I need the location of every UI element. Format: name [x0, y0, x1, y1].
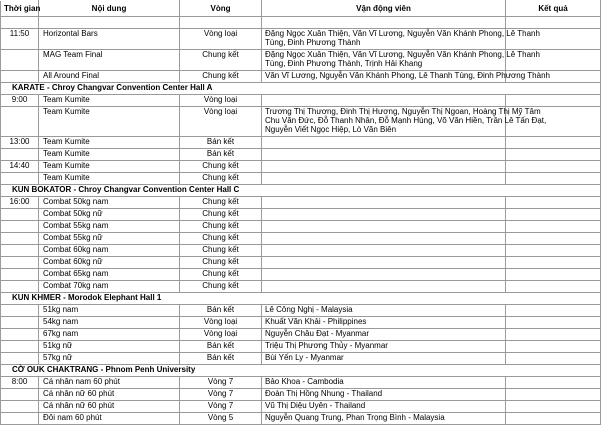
table-row [1, 209, 601, 221]
event-cell: Combat 50kg nam [39, 197, 180, 209]
athletes-cell [262, 305, 506, 317]
table-row [1, 317, 601, 329]
athletes-cell [262, 401, 506, 413]
athlete-line: Đặng Ngọc Xuân Thiện, Văn Vĩ Lương, Nguyễn Văn Khánh Phong, Lê Thanh [265, 50, 540, 59]
event-cell: Team Kumite [39, 107, 180, 137]
event-cell: Đôi nam 60 phút [39, 413, 180, 425]
athlete-line: Khuất Văn Khải - Philippines [265, 317, 367, 326]
athletes-cell [262, 17, 506, 29]
table-row [1, 50, 601, 71]
athlete-line: Tùng, Đinh Phương Thành [265, 38, 361, 47]
time-cell [1, 209, 39, 221]
time-cell [1, 71, 39, 83]
table-row [1, 353, 601, 365]
time-cell: 9:00 [1, 95, 39, 107]
result-cell [506, 209, 601, 221]
event-cell: Team Kumite [39, 137, 180, 149]
event-cell: Cá nhân nữ 60 phút [39, 401, 180, 413]
athletes-cell [262, 329, 506, 341]
athlete-line: Bảo Khoa - Cambodia [265, 377, 344, 386]
result-cell [506, 377, 601, 389]
table-row [1, 161, 601, 173]
round-cell: Bán kết [180, 305, 262, 317]
event-cell: Combat 50kg nữ [39, 209, 180, 221]
event-cell: Combat 60kg nữ [39, 257, 180, 269]
round-cell: Chung kết [180, 221, 262, 233]
round-cell: Vòng loại [180, 107, 262, 137]
athletes-cell [262, 389, 506, 401]
result-cell [506, 281, 601, 293]
event-cell: 51kg nam [39, 305, 180, 317]
athletes-cell [262, 377, 506, 389]
table-row [1, 377, 601, 389]
athlete-line: Nguyễn Viết Ngọc Hiệp, Lò Văn Biên [265, 125, 397, 134]
time-cell: 8:00 [1, 377, 39, 389]
event-cell: MAG Team Final [39, 50, 180, 71]
result-cell [506, 149, 601, 161]
venue-label: KARATE - Chroy Changvar Convention Center Hall A [1, 83, 601, 95]
event-cell: Combat 55kg nam [39, 221, 180, 233]
venue-label: KUN KHMER - Morodok Elephant Hall 1 [1, 293, 601, 305]
round-cell: Bán kết [180, 137, 262, 149]
round-cell: Chung kết [180, 281, 262, 293]
time-cell [1, 329, 39, 341]
athletes-cell [262, 149, 506, 161]
athlete-line: Triệu Thị Phương Thủy - Myanmar [265, 341, 388, 350]
athletes-cell [262, 161, 506, 173]
round-cell: Vòng 7 [180, 377, 262, 389]
venue-row [1, 83, 601, 95]
result-cell [506, 305, 601, 317]
round-cell: Bán kết [180, 149, 262, 161]
athletes-cell [262, 71, 550, 83]
athletes-cell [262, 281, 506, 293]
result-cell [506, 353, 601, 365]
result-cell [506, 413, 601, 425]
round-cell: Vòng loại [180, 95, 262, 107]
round-cell: Vòng loại [180, 317, 262, 329]
athletes-cell [262, 197, 506, 209]
result-cell [506, 269, 601, 281]
event-cell: Combat 55kg nữ [39, 233, 180, 245]
round-cell: Chung kết [180, 245, 262, 257]
event-cell: 54kg nam [39, 317, 180, 329]
time-cell [1, 305, 39, 317]
round-cell: Chung kết [180, 257, 262, 269]
time-cell: 16:00 [1, 197, 39, 209]
table-row [1, 137, 601, 149]
athletes-cell [262, 137, 506, 149]
athletes-cell [262, 341, 506, 353]
athletes-cell [262, 317, 506, 329]
athlete-line: Lê Công Nghị - Malaysia [265, 305, 353, 314]
result-cell [506, 389, 601, 401]
table-row [1, 233, 601, 245]
venue-label: CỜ OUK CHAKTRANG - Phnom Penh University [1, 365, 601, 377]
athletes-cell [262, 257, 506, 269]
time-cell [1, 149, 39, 161]
header-round: Vòng [180, 1, 262, 17]
result-cell [506, 161, 601, 173]
athlete-line: Văn Vĩ Lương, Nguyễn Văn Khánh Phong, Lê Thanh Tùng, Đinh Phương Thành [265, 71, 550, 80]
athletes-cell [262, 50, 540, 71]
round-cell: Chung kết [180, 71, 262, 83]
time-cell [1, 233, 39, 245]
header-athletes: Vận động viên [262, 1, 506, 17]
event-cell: Combat 70kg nam [39, 281, 180, 293]
result-cell [506, 197, 601, 209]
table-row [1, 17, 601, 29]
athletes-cell [262, 107, 547, 137]
table-row [1, 281, 601, 293]
athletes-cell [262, 221, 506, 233]
time-cell [1, 317, 39, 329]
athletes-cell [262, 173, 506, 185]
time-cell [1, 269, 39, 281]
event-cell: 67kg nam [39, 329, 180, 341]
time-cell [1, 50, 39, 71]
event-cell: Team Kumite [39, 95, 180, 107]
result-cell [506, 173, 601, 185]
round-cell: Bán kết [180, 341, 262, 353]
event-cell: 51kg nữ [39, 341, 180, 353]
athlete-line: Chu Văn Đức, Đỗ Thanh Nhân, Đỗ Mạnh Hùng, Võ Văn Hiền, Trần Lê Tấn Đạt, [265, 116, 547, 125]
round-cell: Chung kết [180, 50, 262, 71]
result-cell [506, 233, 601, 245]
table-row [1, 107, 601, 137]
table-row [1, 71, 601, 83]
table-row [1, 401, 601, 413]
athlete-line: Bùi Yến Ly - Myanmar [265, 353, 344, 362]
time-cell [1, 173, 39, 185]
schedule-body [1, 17, 601, 425]
round-cell: Chung kết [180, 209, 262, 221]
time-cell [1, 221, 39, 233]
table-row [1, 329, 601, 341]
athlete-line: Đoàn Thị Hồng Nhung - Thailand [265, 389, 383, 398]
venue-row [1, 293, 601, 305]
result-cell [506, 401, 601, 413]
time-cell [1, 401, 39, 413]
round-cell: Vòng loại [180, 29, 262, 50]
table-row [1, 29, 601, 50]
time-cell: 14:40 [1, 161, 39, 173]
round-cell: Chung kết [180, 269, 262, 281]
table-row [1, 197, 601, 209]
athlete-line: Trương Thị Thương, Đinh Thị Hương, Nguyễn Thị Ngoan, Hoàng Thị Mỹ Tâm [265, 107, 541, 116]
round-cell: Chung kết [180, 197, 262, 209]
time-cell [1, 389, 39, 401]
time-cell [1, 107, 39, 137]
table-row [1, 221, 601, 233]
event-cell: All Around Final [39, 71, 180, 83]
athletes-cell [262, 209, 506, 221]
round-cell: Bán kết [180, 353, 262, 365]
athlete-line: Nguyễn Châu Đạt - Myanmar [265, 329, 370, 338]
result-cell [506, 137, 601, 149]
event-cell [39, 17, 180, 29]
event-cell: Team Kumite [39, 173, 180, 185]
table-row [1, 245, 601, 257]
event-cell: 57kg nữ [39, 353, 180, 365]
round-cell: Vòng 7 [180, 401, 262, 413]
athletes-cell [262, 95, 506, 107]
table-row [1, 269, 601, 281]
event-cell: Horizontal Bars [39, 29, 180, 50]
time-cell [1, 17, 39, 29]
table-row [1, 149, 601, 161]
event-cell: Cá nhân nữ 60 phút [39, 389, 180, 401]
table-row [1, 173, 601, 185]
athletes-cell [262, 269, 506, 281]
athlete-line: Vũ Thị Diệu Uyên - Thailand [265, 401, 366, 410]
event-cell: Team Kumite [39, 149, 180, 161]
time-cell [1, 257, 39, 269]
time-cell: 11:50 [1, 29, 39, 50]
result-cell [506, 329, 601, 341]
time-cell [1, 413, 39, 425]
athletes-cell [262, 413, 506, 425]
venue-row [1, 365, 601, 377]
event-cell: Team Kumite [39, 161, 180, 173]
time-cell: 13:00 [1, 137, 39, 149]
table-row [1, 257, 601, 269]
athlete-line: Đặng Ngọc Xuân Thiện, Văn Vĩ Lương, Nguyễn Văn Khánh Phong, Lê Thanh [265, 29, 540, 38]
round-cell: Chung kết [180, 161, 262, 173]
header-result: Kết quả [506, 1, 601, 17]
round-cell [180, 17, 262, 29]
result-cell [506, 245, 601, 257]
table-row [1, 389, 601, 401]
table-header-row [1, 1, 601, 17]
result-cell [506, 221, 601, 233]
athlete-line: Tùng, Đinh Phương Thành, Trịnh Hải Khang [265, 59, 423, 68]
athletes-cell [262, 233, 506, 245]
table-row [1, 413, 601, 425]
result-cell [506, 17, 601, 29]
table-row [1, 95, 601, 107]
athletes-cell [262, 353, 506, 365]
round-cell: Chung kết [180, 173, 262, 185]
time-cell [1, 281, 39, 293]
athletes-cell [262, 245, 506, 257]
table-row [1, 341, 601, 353]
header-time: Thời gian [1, 1, 39, 17]
event-cell: Combat 60kg nam [39, 245, 180, 257]
result-cell [506, 317, 601, 329]
venue-label: KUN BOKATOR - Chroy Changvar Convention Center Hall C [1, 185, 601, 197]
table-row [1, 305, 601, 317]
time-cell [1, 341, 39, 353]
result-cell [506, 341, 601, 353]
time-cell [1, 353, 39, 365]
athlete-line: Nguyễn Quang Trung, Phan Trọng Bình - Malaysia [265, 413, 445, 422]
result-cell [506, 95, 601, 107]
round-cell: Chung kết [180, 233, 262, 245]
venue-row [1, 185, 601, 197]
round-cell: Vòng 7 [180, 389, 262, 401]
event-cell: Combat 65kg nam [39, 269, 180, 281]
result-cell [506, 257, 601, 269]
athletes-cell [262, 29, 540, 50]
round-cell: Vòng 5 [180, 413, 262, 425]
time-cell [1, 245, 39, 257]
event-cell: Cá nhân nam 60 phút [39, 377, 180, 389]
round-cell: Vòng loại [180, 329, 262, 341]
header-event: Nội dung [39, 1, 180, 17]
